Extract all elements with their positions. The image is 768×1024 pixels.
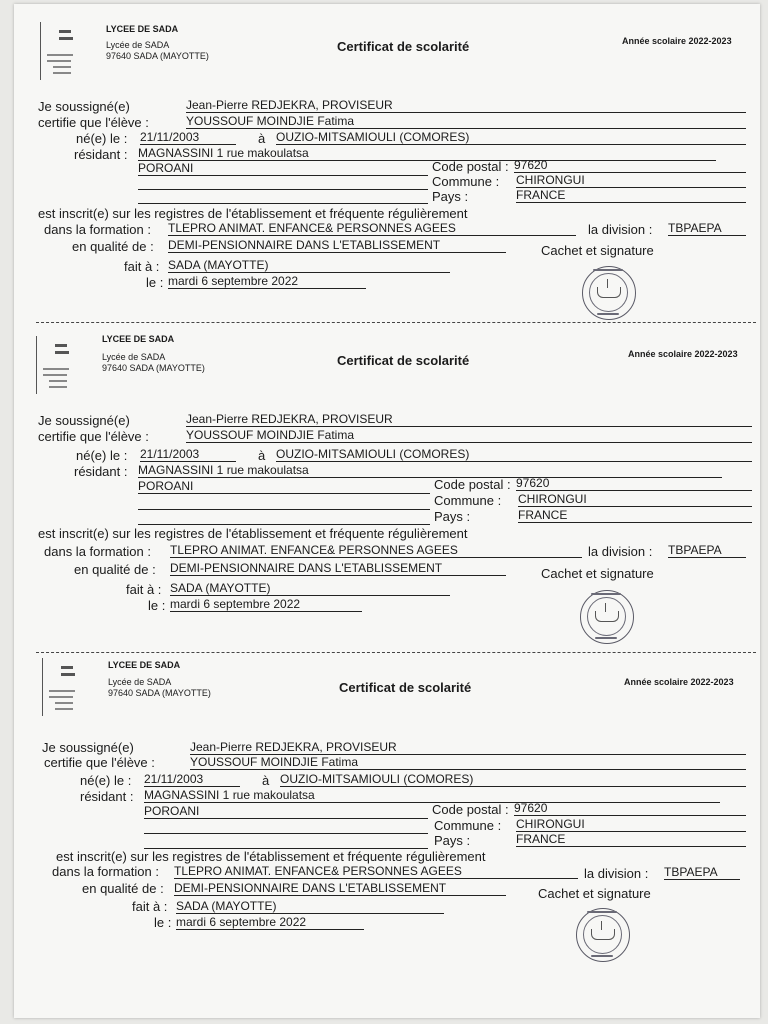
label-a: à — [258, 131, 266, 146]
label-fait: fait à : — [126, 582, 162, 597]
label-division: la division : — [584, 866, 649, 881]
address-line-blank — [138, 509, 430, 510]
school-address: 97640 SADA (MAYOTTE) — [102, 363, 205, 373]
school-stamp — [580, 590, 634, 644]
certificate-title: Certificat de scolarité — [337, 353, 470, 368]
value-eleve: YOUSSOUF MOINDJIE Fatima — [190, 755, 746, 770]
value-commune: CHIRONGUI — [516, 817, 746, 832]
value-lieu-naissance: OUZIO-MITSAMIOULI (COMORES) — [276, 130, 746, 145]
school-year: Année scolaire 2022-2023 — [624, 677, 734, 687]
label-soussigne: Je soussigné(e) — [38, 99, 130, 114]
value-signataire: Jean-Pierre REDJEKRA, PROVISEUR — [186, 98, 746, 113]
label-cachet: Cachet et signature — [541, 243, 654, 258]
value-code-postal: 97620 — [514, 158, 746, 173]
value-qualite: DEMI-PENSIONNAIRE DANS L'ETABLISSEMENT — [174, 881, 506, 896]
label-code-postal: Code postal : — [432, 802, 509, 817]
label-ne: né(e) le : — [76, 448, 128, 463]
school-logo — [40, 22, 81, 80]
address-line-blank — [144, 833, 428, 834]
label-ne: né(e) le : — [76, 131, 128, 146]
value-code-postal: 97620 — [516, 476, 752, 491]
label-code-postal: Code postal : — [434, 477, 511, 492]
label-pays: Pays : — [432, 189, 469, 204]
value-lieu-naissance: OUZIO-MITSAMIOULI (COMORES) — [276, 447, 752, 462]
value-date: mardi 6 septembre 2022 — [176, 915, 364, 930]
label-pays: Pays : — [434, 509, 471, 524]
value-code-postal: 97620 — [514, 801, 746, 816]
value-qualite: DEMI-PENSIONNAIRE DANS L'ETABLISSEMENT — [168, 238, 506, 253]
value-fait-a: SADA (MAYOTTE) — [176, 899, 444, 914]
label-le: le : — [148, 598, 166, 613]
label-qualite: en qualité de : — [72, 239, 154, 254]
label-formation: dans la formation : — [52, 864, 159, 879]
label-commune: Commune : — [434, 818, 502, 833]
school-name: LYCEE DE SADA — [106, 24, 179, 34]
value-pays: FRANCE — [516, 832, 746, 847]
label-formation: dans la formation : — [44, 544, 151, 559]
text-inscrit: est inscrit(e) sur les registres de l'établissement et fréquente régulièrement — [38, 526, 468, 541]
value-eleve: YOUSSOUF MOINDJIE Fatima — [186, 428, 752, 443]
school-logo — [42, 658, 83, 716]
value-adresse: MAGNASSINI 1 rue makoulatsa — [138, 146, 716, 161]
value-adresse: MAGNASSINI 1 rue makoulatsa — [138, 463, 722, 478]
text-inscrit: est inscrit(e) sur les registres de l'établissement et fréquente régulièrement — [38, 206, 468, 221]
label-qualite: en qualité de : — [82, 881, 164, 896]
school-stamp — [576, 908, 630, 962]
label-certifie: certifie que l'élève : — [44, 755, 155, 770]
value-commune: CHIRONGUI — [518, 492, 752, 507]
value-formation: TLEPRO ANIMAT. ENFANCE& PERSONNES AGEES — [168, 221, 576, 236]
certificate-copy-3 — [0, 640, 768, 960]
school-logo — [36, 336, 77, 394]
certificate-title: Certificat de scolarité — [339, 680, 472, 695]
label-a: à — [262, 773, 270, 788]
label-a: à — [258, 448, 266, 463]
label-ne: né(e) le : — [80, 773, 132, 788]
label-pays: Pays : — [434, 833, 471, 848]
label-certifie: certifie que l'élève : — [38, 429, 149, 444]
school-line: Lycée de SADA — [102, 352, 166, 362]
value-date-naissance: 21/11/2003 — [140, 447, 236, 462]
label-soussigne: Je soussigné(e) — [38, 413, 130, 428]
label-code-postal: Code postal : — [432, 159, 509, 174]
value-commune: CHIRONGUI — [516, 173, 746, 188]
value-ville: POROANI — [138, 161, 428, 176]
value-date: mardi 6 septembre 2022 — [168, 274, 366, 289]
address-line-blank — [138, 189, 428, 190]
value-date: mardi 6 septembre 2022 — [170, 597, 362, 612]
value-adresse: MAGNASSINI 1 rue makoulatsa — [144, 788, 720, 803]
value-division: TBPAEPA — [668, 543, 746, 558]
value-formation: TLEPRO ANIMAT. ENFANCE& PERSONNES AGEES — [174, 864, 578, 879]
certificate-copy-1 — [0, 0, 768, 320]
value-pays: FRANCE — [516, 188, 746, 203]
label-resident: résidant : — [80, 789, 134, 804]
value-qualite: DEMI-PENSIONNAIRE DANS L'ETABLISSEMENT — [170, 561, 506, 576]
label-soussigne: Je soussigné(e) — [42, 740, 134, 755]
label-fait: fait à : — [132, 899, 168, 914]
value-division: TBPAEPA — [668, 221, 746, 236]
label-qualite: en qualité de : — [74, 562, 156, 577]
value-pays: FRANCE — [518, 508, 752, 523]
label-division: la division : — [588, 544, 653, 559]
label-resident: résidant : — [74, 147, 128, 162]
label-commune: Commune : — [434, 493, 502, 508]
value-lieu-naissance: OUZIO-MITSAMIOULI (COMORES) — [280, 772, 746, 787]
label-resident: résidant : — [74, 464, 128, 479]
value-signataire: Jean-Pierre REDJEKRA, PROVISEUR — [190, 740, 746, 755]
certificate-title: Certificat de scolarité — [337, 39, 470, 54]
text-inscrit: est inscrit(e) sur les registres de l'établissement et fréquente régulièrement — [56, 849, 486, 864]
label-cachet: Cachet et signature — [541, 566, 654, 581]
label-le: le : — [146, 275, 164, 290]
school-year: Année scolaire 2022-2023 — [628, 349, 738, 359]
label-certifie: certifie que l'élève : — [38, 115, 149, 130]
certificate-copy-2 — [0, 314, 768, 634]
label-division: la division : — [588, 222, 653, 237]
school-address: 97640 SADA (MAYOTTE) — [108, 688, 211, 698]
value-fait-a: SADA (MAYOTTE) — [170, 581, 450, 596]
label-commune: Commune : — [432, 174, 500, 189]
school-address: 97640 SADA (MAYOTTE) — [106, 51, 209, 61]
value-date-naissance: 21/11/2003 — [140, 130, 236, 145]
value-fait-a: SADA (MAYOTTE) — [168, 258, 450, 273]
address-line-blank — [138, 203, 428, 204]
value-formation: TLEPRO ANIMAT. ENFANCE& PERSONNES AGEES — [170, 543, 582, 558]
label-cachet: Cachet et signature — [538, 886, 651, 901]
label-formation: dans la formation : — [44, 222, 151, 237]
school-year: Année scolaire 2022-2023 — [622, 36, 732, 46]
label-le: le : — [154, 915, 172, 930]
school-name: LYCEE DE SADA — [102, 334, 175, 344]
address-line-blank — [138, 524, 430, 525]
value-date-naissance: 21/11/2003 — [144, 772, 240, 787]
value-ville: POROANI — [144, 804, 428, 819]
value-signataire: Jean-Pierre REDJEKRA, PROVISEUR — [186, 412, 752, 427]
school-name: LYCEE DE SADA — [108, 660, 181, 670]
school-line: Lycée de SADA — [106, 40, 170, 50]
school-line: Lycée de SADA — [108, 677, 172, 687]
label-fait: fait à : — [124, 259, 160, 274]
value-division: TBPAEPA — [664, 865, 740, 880]
value-eleve: YOUSSOUF MOINDJIE Fatima — [186, 114, 746, 129]
school-stamp — [582, 266, 636, 320]
value-ville: POROANI — [138, 479, 430, 494]
